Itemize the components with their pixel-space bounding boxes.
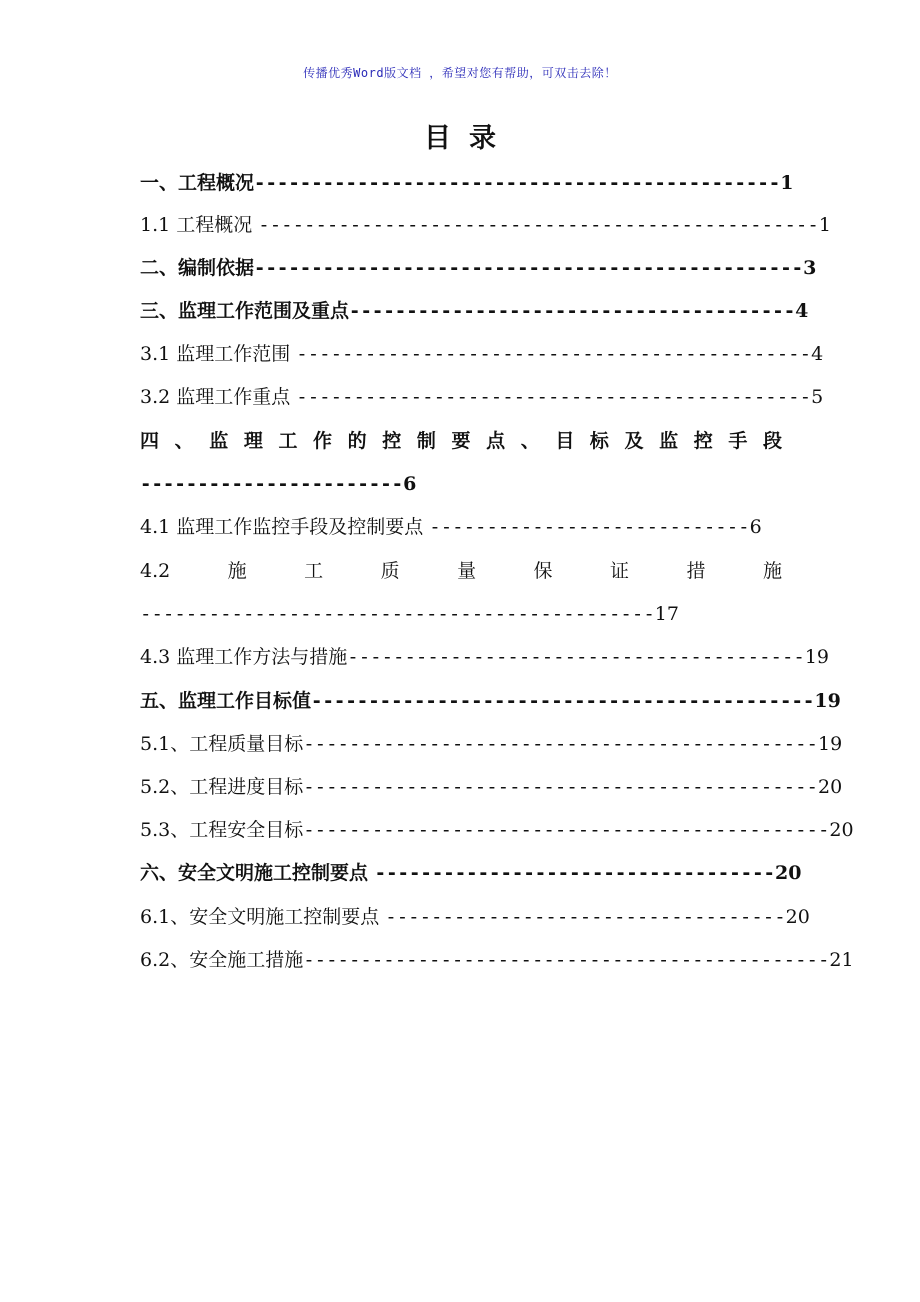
toc-page-number: 5	[811, 386, 824, 408]
toc-leader: ----------------------------------------------	[303, 949, 830, 971]
toc-char: 要	[451, 430, 471, 452]
toc-page-number: 4	[811, 343, 824, 365]
page-title: 目录	[424, 123, 514, 154]
toc-label: 二、编制依据	[140, 257, 255, 279]
toc-entry-4-2-leader[interactable]	[140, 599, 679, 629]
toc-char: 段	[762, 430, 782, 452]
toc-entry-6-2[interactable]	[140, 945, 854, 975]
toc-char: 、	[520, 430, 540, 452]
toc-page-number: 6	[749, 516, 762, 538]
toc-page-number: 3	[803, 257, 817, 279]
toc-entry-6[interactable]	[140, 858, 801, 888]
toc-leader: ----------------------------	[429, 516, 750, 538]
toc-label: 5.3、工程安全目标	[140, 819, 304, 841]
toc-label: 3.2 监理工作重点	[140, 386, 297, 408]
toc-leader: -------------------------------------------------	[258, 214, 819, 236]
toc-page-number: 20	[817, 776, 843, 798]
toc-char: 措	[686, 560, 706, 582]
toc-entry-3-1[interactable]	[140, 339, 823, 369]
toc-page-number: 19	[817, 733, 843, 755]
toc-char: 的	[347, 430, 367, 452]
toc-page-number: 1	[780, 172, 794, 194]
toc-entry-1[interactable]	[140, 168, 793, 198]
toc-leader: ---------------------------------------------	[303, 733, 818, 755]
toc-char: 手	[728, 430, 748, 452]
toc-char: 4.2	[140, 560, 171, 582]
toc-char: 点	[486, 430, 506, 452]
toc-entry-5-2[interactable]	[140, 772, 842, 802]
toc-entry-4-1[interactable]	[140, 512, 762, 542]
toc-char: 四	[140, 430, 160, 452]
toc-char: 施	[227, 560, 247, 582]
toc-char: 施	[762, 560, 782, 582]
toc-leader: ----------------------------------------------	[303, 819, 830, 841]
toc-entry-5-1[interactable]	[140, 729, 842, 759]
toc-label: 三、监理工作范围及重点	[140, 300, 350, 322]
toc-leader: ------------------------------------------------	[254, 257, 804, 279]
toc-label: 4.3 监理工作方法与措施	[140, 646, 348, 668]
toc-entry-3-2[interactable]	[140, 382, 823, 412]
toc-entry-5-3[interactable]	[140, 815, 854, 845]
toc-label: 5.1、工程质量目标	[140, 733, 304, 755]
toc-leader: -----------------------------------	[374, 862, 775, 884]
toc-page-number: 20	[785, 906, 810, 928]
toc-char: 作	[313, 430, 333, 452]
toc-entry-5[interactable]	[140, 686, 841, 716]
toc-char: 及	[624, 430, 644, 452]
toc-leader: ----------------------------------------------	[254, 172, 781, 194]
toc-char: 理	[243, 430, 263, 452]
toc-page-number: 17	[654, 603, 679, 625]
toc-char: 目	[555, 430, 575, 452]
toc-char: 标	[589, 430, 609, 452]
toc-label: 1.1 工程概况	[140, 214, 259, 236]
toc-char: 制	[416, 430, 436, 452]
toc-char: 工	[304, 560, 324, 582]
toc-label: 6.2、安全施工措施	[140, 949, 304, 971]
toc-page-number: 21	[829, 949, 854, 971]
toc-page-number: 19	[814, 690, 841, 712]
toc-char: 控	[693, 430, 713, 452]
toc-entry-3[interactable]	[140, 296, 808, 326]
toc-leader: ---------------------------------------------	[140, 603, 655, 625]
toc-entry-4-3[interactable]	[140, 642, 829, 672]
toc-page-number: 6	[403, 473, 417, 495]
toc-leader: --------------------------------------------	[311, 690, 815, 712]
toc-char: 证	[610, 560, 630, 582]
toc-label: 5.2、工程进度目标	[140, 776, 304, 798]
toc-page-number: 4	[795, 300, 809, 322]
toc-char: 控	[382, 430, 402, 452]
toc-leader: ---------------------------------------------	[303, 776, 818, 798]
toc-entry-1-1[interactable]	[140, 210, 831, 240]
toc-char: 监	[659, 430, 679, 452]
toc-label: 4.1 监理工作监控手段及控制要点	[140, 516, 430, 538]
toc-label: 3.1 监理工作范围	[140, 343, 297, 365]
toc-entry-4-2-spread[interactable]	[140, 556, 782, 586]
toc-char: 保	[533, 560, 553, 582]
toc-page-number: 19	[804, 646, 830, 668]
toc-leader: -----------------------------------	[385, 906, 786, 928]
toc-char: 、	[174, 430, 194, 452]
toc-page-number: 20	[829, 819, 854, 841]
toc-leader: ---------------------------------------	[349, 300, 796, 322]
toc-char: 监	[209, 430, 229, 452]
toc-char: 工	[278, 430, 298, 452]
toc-entry-2[interactable]	[140, 253, 816, 283]
toc-entry-4-leader[interactable]	[140, 469, 416, 499]
toc-page-number: 20	[775, 862, 802, 884]
page-header-note: 传播优秀Word版文档 ，希望对您有帮助，可双击去除！	[303, 66, 617, 80]
toc-entry-4-spread[interactable]	[140, 426, 782, 456]
toc-char: 量	[457, 560, 477, 582]
toc-entry-6-1[interactable]	[140, 902, 810, 932]
toc-label: 一、工程概况	[140, 172, 255, 194]
toc-leader: ---------------------------------------------	[296, 386, 812, 408]
toc-char: 质	[380, 560, 400, 582]
toc-label: 六、安全文明施工控制要点	[140, 862, 375, 884]
toc-label: 6.1、安全文明施工控制要点	[140, 906, 386, 928]
toc-leader: -----------------------	[140, 473, 404, 495]
toc-page-number: 1	[818, 214, 831, 236]
toc-label: 五、监理工作目标值	[140, 690, 312, 712]
toc-leader: ---------------------------------------------	[296, 343, 812, 365]
toc-leader: ----------------------------------------	[347, 646, 805, 668]
